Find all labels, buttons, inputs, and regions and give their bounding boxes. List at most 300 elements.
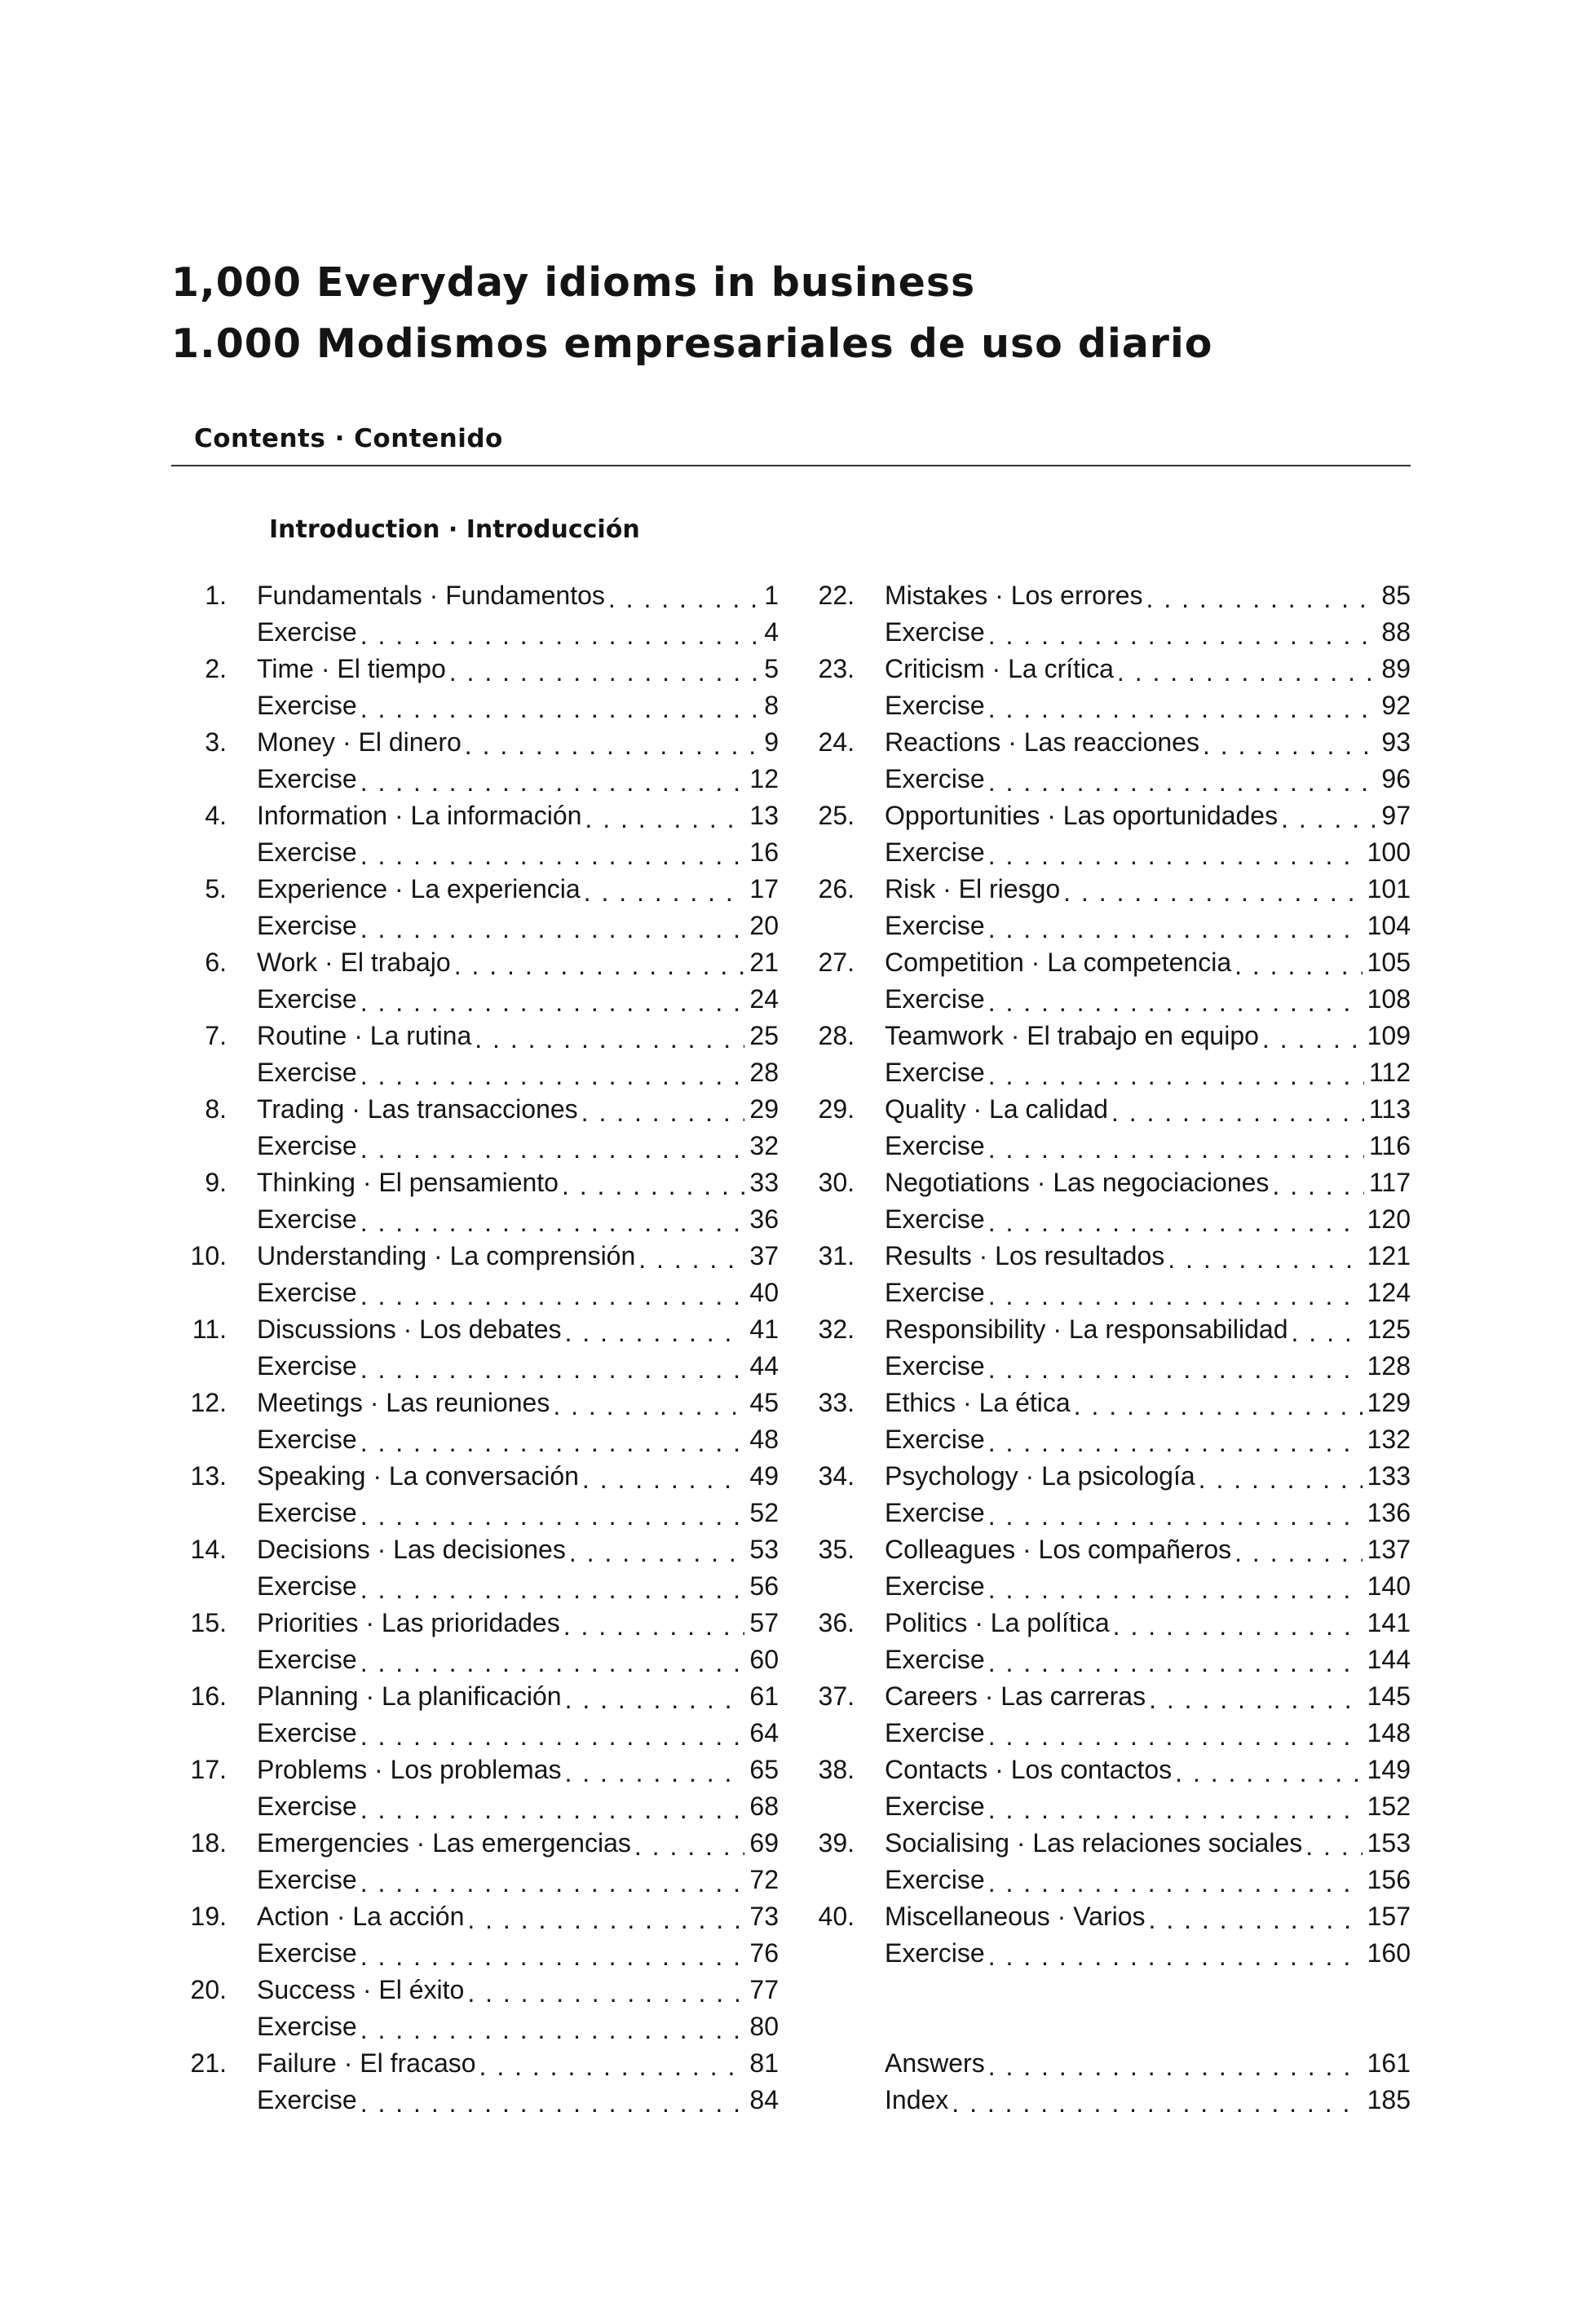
toc-entry-label: Exercise . . .	[885, 1498, 988, 1527]
toc-entry-page-number: 128	[1363, 1348, 1411, 1385]
toc-entry-page-number: 156	[1363, 1862, 1411, 1898]
toc-entry-label: Exercise . . .	[257, 1865, 360, 1894]
toc-entry-number: 13.	[190, 1461, 227, 1491]
toc-chapter-entry	[811, 797, 1411, 834]
toc-entry-label: Teamwork · El trabajo en equipo . . .	[885, 1021, 1262, 1050]
toc-exercise-entry	[811, 1275, 1411, 1311]
toc-entry-number: 29.	[818, 1094, 855, 1124]
toc-exercise-entry	[811, 834, 1411, 871]
toc-entry-label: Experience · La experiencia . . .	[257, 874, 584, 904]
toc-entry-page-number: 68	[744, 1788, 779, 1825]
toc-entry-page-number: 136	[1363, 1495, 1411, 1531]
toc-entry-page-number: 157	[1363, 1898, 1411, 1935]
toc-entry-page-number: 37	[744, 1238, 779, 1275]
toc-entry-label: Mistakes · Los errores . . .	[885, 581, 1146, 610]
toc-entry-page-number: 101	[1363, 871, 1411, 908]
toc-chapter-entry	[811, 1605, 1411, 1641]
toc-entry-line	[885, 1054, 1411, 1091]
toc-entry-page-number: 105	[1363, 944, 1411, 981]
toc-entry-page-number: 133	[1363, 1458, 1411, 1495]
toc-entry-number: 34.	[818, 1461, 855, 1491]
toc-entry-label: Psychology · La psicología . . .	[885, 1461, 1199, 1491]
toc-entry-page-number: 124	[1363, 1275, 1411, 1311]
toc-chapter-entry	[811, 944, 1411, 981]
toc-entry-page-number: 112	[1364, 1054, 1411, 1091]
toc-entry-page-number: 32	[744, 1128, 779, 1164]
toc-exercise-entry	[183, 1421, 779, 1458]
toc-exercise-entry	[183, 1054, 779, 1091]
toc-entry-line	[257, 1898, 779, 1935]
toc-entry-number: 33.	[818, 1388, 855, 1417]
toc-entry-page-number: 125	[1363, 1311, 1411, 1348]
toc-entry-number: 24.	[818, 727, 855, 757]
toc-entry-line	[257, 1678, 779, 1715]
toc-entry-page-number: 137	[1363, 1531, 1411, 1568]
toc-entry-label: Exercise . . .	[257, 1498, 360, 1527]
toc-entry-line	[257, 1568, 779, 1605]
toc-entry-number: 7.	[205, 1021, 227, 1050]
toc-entry-label: Colleagues · Los compañeros . . .	[885, 1535, 1234, 1564]
toc-entry-label: Time · El tiempo . . .	[257, 654, 449, 683]
toc-entry-label: Exercise . . .	[257, 984, 360, 1014]
toc-entry-line	[257, 1605, 779, 1641]
toc-entry-line	[885, 1128, 1411, 1164]
toc-entry-label: Exercise . . .	[885, 1792, 988, 1821]
back-matter-spacer	[811, 1972, 1411, 2045]
toc-entry-label: Exercise . . .	[257, 1058, 360, 1087]
toc-entry-line	[885, 2045, 1411, 2082]
toc-entry-page-number: 121	[1363, 1238, 1411, 1275]
toc-entry-label: Exercise . . .	[885, 691, 988, 720]
toc-chapter-entry	[811, 577, 1411, 614]
toc-entry-page-number: 80	[744, 2008, 779, 2045]
toc-entry-line	[257, 908, 779, 944]
toc-entry-label: Exercise . . .	[257, 1278, 360, 1307]
toc-entry-page-number: 33	[744, 1164, 779, 1201]
toc-entry-page-number: 1	[759, 577, 779, 614]
toc-entry-label: Opportunities · Las oportunidades . . .	[885, 801, 1281, 830]
toc-entry-page-number: 69	[744, 1825, 779, 1862]
toc-entry-page-number: 140	[1363, 1568, 1411, 1605]
toc-entry-label: Exercise . . .	[257, 691, 360, 720]
toc-entry-page-number: 44	[744, 1348, 779, 1385]
toc-entry-label: Miscellaneous · Varios . . .	[885, 1902, 1149, 1931]
toc-entry-line	[885, 1531, 1411, 1568]
toc-entry-page-number: 92	[1376, 687, 1411, 724]
toc-entry-page-number: 152	[1363, 1788, 1411, 1825]
toc-exercise-entry	[811, 1862, 1411, 1898]
toc-entry-label: Index . . .	[885, 2085, 952, 2114]
toc-entry-line	[257, 761, 779, 797]
toc-entry-page-number: 120	[1363, 1201, 1411, 1238]
toc-chapter-entry	[183, 651, 779, 687]
toc-entry-line	[257, 2045, 779, 2082]
toc-entry-label: Money · El dinero . . .	[257, 727, 465, 757]
toc-entry-label: Exercise . . .	[257, 617, 360, 647]
toc-entry-label: Action · La acción . . .	[257, 1902, 467, 1931]
toc-entry-page-number: 48	[744, 1421, 779, 1458]
toc-entry-line	[885, 1311, 1411, 1348]
toc-entry-label: Exercise . . .	[885, 617, 988, 647]
toc-chapter-entry	[183, 724, 779, 761]
toc-exercise-entry	[811, 1788, 1411, 1825]
toc-entry-line	[257, 1935, 779, 1972]
toc-exercise-entry	[183, 1495, 779, 1531]
toc-entry-number: 40.	[818, 1902, 855, 1931]
toc-entry-label: Exercise . . .	[885, 1645, 988, 1674]
toc-entry-line	[885, 1495, 1411, 1531]
toc-entry-line	[257, 1531, 779, 1568]
toc-entry-line	[257, 1972, 779, 2008]
toc-entry-number: 16.	[190, 1681, 227, 1711]
toc-chapter-entry	[183, 1458, 779, 1495]
toc-entry-line	[257, 1238, 779, 1275]
toc-entry-line	[885, 1458, 1411, 1495]
toc-entry-line	[257, 1788, 779, 1825]
toc-entry-line	[885, 1752, 1411, 1788]
toc-entry-page-number: 185	[1363, 2082, 1411, 2119]
toc-entry-label: Careers · Las carreras . . .	[885, 1681, 1149, 1711]
toc-entry-page-number: 12	[744, 761, 779, 797]
toc-chapter-entry	[183, 1752, 779, 1788]
toc-entry-page-number: 24	[744, 981, 779, 1018]
toc-entry-number: 31.	[818, 1241, 855, 1270]
toc-exercise-entry	[183, 1128, 779, 1164]
toc-chapter-entry	[811, 1385, 1411, 1421]
toc-exercise-entry	[183, 2082, 779, 2119]
toc-entry-line	[257, 981, 779, 1018]
toc-entry-line	[885, 1091, 1411, 1128]
toc-entry-page-number: 5	[759, 651, 779, 687]
toc-entry-page-number: 76	[744, 1935, 779, 1972]
toc-entry-number: 20.	[190, 1975, 227, 2004]
toc-entry-label: Work · El trabajo . . .	[257, 948, 454, 977]
toc-exercise-entry	[811, 1054, 1411, 1091]
toc-exercise-entry	[811, 761, 1411, 797]
toc-entry-page-number: 28	[744, 1054, 779, 1091]
toc-exercise-entry	[811, 1715, 1411, 1752]
toc-exercise-entry	[811, 614, 1411, 651]
toc-exercise-entry	[183, 1935, 779, 1972]
toc-entry-line	[885, 724, 1411, 761]
toc-entry-label: Speaking · La conversación . . .	[257, 1461, 582, 1491]
toc-entry-page-number: 89	[1376, 651, 1411, 687]
toc-entry-line	[885, 1164, 1411, 1201]
toc-entry-label: Negotiations · Las negociaciones . . .	[885, 1168, 1272, 1197]
toc-entry-line	[885, 2082, 1411, 2119]
toc-entry-line	[257, 1715, 779, 1752]
toc-right-column	[811, 577, 1411, 2119]
toc-exercise-entry	[183, 1201, 779, 1238]
toc-entry-label: Failure · El fracaso . . .	[257, 2048, 479, 2078]
toc-entry-number: 4.	[205, 801, 227, 830]
toc-chapter-entry	[811, 724, 1411, 761]
toc-entry-page-number: 113	[1364, 1091, 1411, 1128]
toc-entry-page-number: 96	[1376, 761, 1411, 797]
toc-entry-line	[257, 871, 779, 908]
toc-chapter-entry	[811, 1531, 1411, 1568]
toc-entry-label: Exercise . . .	[257, 1571, 360, 1601]
toc-exercise-entry	[183, 687, 779, 724]
toc-entry-page-number: 56	[744, 1568, 779, 1605]
toc-entry-line	[885, 1421, 1411, 1458]
toc-entry-label: Exercise . . .	[885, 764, 988, 793]
toc-chapter-entry	[811, 1825, 1411, 1862]
toc-entry-page-number: 88	[1376, 614, 1411, 651]
toc-entry-line	[885, 1788, 1411, 1825]
toc-exercise-entry	[183, 614, 779, 651]
toc-entry-label: Exercise . . .	[885, 1131, 988, 1160]
toc-entry-page-number: 108	[1363, 981, 1411, 1018]
toc-entry-page-number: 45	[744, 1385, 779, 1421]
toc-entry-page-number: 49	[744, 1458, 779, 1495]
toc-entry-label: Problems · Los problemas . . .	[257, 1755, 564, 1784]
toc-exercise-entry	[183, 761, 779, 797]
toc-entry-number: 8.	[205, 1094, 227, 1124]
toc-exercise-entry	[811, 1128, 1411, 1164]
toc-entry-page-number: 61	[744, 1678, 779, 1715]
toc-entry-label: Exercise . . .	[885, 1425, 988, 1454]
toc-entry-label: Exercise . . .	[257, 911, 360, 940]
toc-chapter-entry	[811, 1311, 1411, 1348]
toc-chapter-entry	[183, 2045, 779, 2082]
toc-entry-label: Meetings · Las reuniones . . .	[257, 1388, 553, 1417]
toc-entry-page-number: 52	[744, 1495, 779, 1531]
toc-entry-label: Thinking · El pensamiento . . .	[257, 1168, 562, 1197]
toc-exercise-entry	[183, 908, 779, 944]
toc-entry-line	[257, 1641, 779, 1678]
toc-entry-label: Competition · La competencia . . .	[885, 948, 1234, 977]
toc-entry-label: Understanding · La comprensión . . .	[257, 1241, 638, 1270]
toc-entry-label: Socialising · Las relaciones sociales . . .	[885, 1828, 1305, 1858]
book-title-english: 1,000 Everyday idioms in business	[171, 259, 976, 306]
toc-chapter-entry	[183, 1238, 779, 1275]
toc-chapter-entry	[183, 577, 779, 614]
toc-entry-page-number: 84	[744, 2082, 779, 2119]
toc-entry-page-number: 148	[1363, 1715, 1411, 1752]
toc-chapter-entry	[811, 1018, 1411, 1054]
toc-entry-line	[257, 1018, 779, 1054]
toc-chapter-entry	[811, 1678, 1411, 1715]
toc-entry-label: Exercise . . .	[257, 1645, 360, 1674]
toc-entry-line	[885, 944, 1411, 981]
toc-entry-label: Information · La información . . .	[257, 801, 585, 830]
toc-entry-label: Exercise . . .	[257, 837, 360, 867]
toc-entry-page-number: 8	[759, 687, 779, 724]
toc-entry-label: Exercise . . .	[885, 1718, 988, 1747]
toc-entry-page-number: 9	[759, 724, 779, 761]
toc-exercise-entry	[183, 1715, 779, 1752]
toc-entry-page-number: 20	[744, 908, 779, 944]
back-matter-entry	[811, 2082, 1411, 2119]
toc-entry-label: Exercise . . .	[257, 1204, 360, 1234]
toc-exercise-entry	[811, 908, 1411, 944]
toc-entry-page-number: 25	[744, 1018, 779, 1054]
toc-entry-page-number: 36	[744, 1201, 779, 1238]
toc-exercise-entry	[183, 981, 779, 1018]
toc-chapter-entry	[183, 1091, 779, 1128]
toc-chapter-entry	[183, 1898, 779, 1935]
toc-exercise-entry	[183, 2008, 779, 2045]
toc-entry-line	[885, 1018, 1411, 1054]
contents-heading: Contents · Contenido	[194, 424, 503, 453]
toc-entry-label: Answers . . .	[885, 2048, 988, 2078]
toc-entry-label: Success · El éxito . . .	[257, 1975, 467, 2004]
toc-entry-page-number: 97	[1376, 797, 1411, 834]
toc-entry-page-number: 53	[744, 1531, 779, 1568]
toc-entry-label: Exercise . . .	[885, 911, 988, 940]
toc-entry-line	[257, 1311, 779, 1348]
toc-chapter-entry	[183, 797, 779, 834]
toc-entry-number: 2.	[205, 654, 227, 683]
toc-entry-label: Criticism · La crítica . . .	[885, 654, 1117, 683]
toc-entry-page-number: 104	[1363, 908, 1411, 944]
toc-entry-number: 22.	[818, 581, 855, 610]
toc-entry-line	[257, 651, 779, 687]
toc-entry-line	[885, 1568, 1411, 1605]
toc-entry-label: Exercise . . .	[885, 837, 988, 867]
toc-entry-line	[885, 871, 1411, 908]
toc-entry-label: Responsibility · La responsabilidad . . .	[885, 1314, 1292, 1344]
toc-entry-label: Exercise . . .	[885, 1571, 988, 1601]
toc-entry-page-number: 60	[744, 1641, 779, 1678]
toc-entry-number: 27.	[818, 948, 855, 977]
toc-entry-line	[257, 1458, 779, 1495]
toc-entry-line	[885, 1898, 1411, 1935]
toc-entry-line	[257, 1091, 779, 1128]
toc-entry-line	[885, 834, 1411, 871]
toc-exercise-entry	[811, 1568, 1411, 1605]
toc-entry-line	[257, 687, 779, 724]
toc-entry-label: Priorities · Las prioridades . . .	[257, 1608, 563, 1637]
toc-entry-label: Quality · La calidad . . .	[885, 1094, 1111, 1124]
toc-entry-label: Exercise . . .	[885, 1058, 988, 1087]
toc-chapter-entry	[183, 944, 779, 981]
toc-entry-label: Risk · El riesgo . . .	[885, 874, 1063, 904]
toc-exercise-entry	[183, 834, 779, 871]
toc-chapter-entry	[183, 1164, 779, 1201]
toc-entry-number: 36.	[818, 1608, 855, 1637]
toc-chapter-entry	[183, 1311, 779, 1348]
toc-entry-page-number: 72	[744, 1862, 779, 1898]
toc-chapter-entry	[183, 1385, 779, 1421]
toc-entry-line	[885, 797, 1411, 834]
toc-entry-number: 10.	[190, 1241, 227, 1270]
toc-entry-number: 19.	[190, 1902, 227, 1931]
toc-chapter-entry	[811, 871, 1411, 908]
toc-entry-number: 1.	[205, 581, 227, 610]
toc-entry-number: 21.	[190, 2048, 227, 2078]
toc-entry-page-number: 77	[744, 1972, 779, 2008]
toc-entry-number: 3.	[205, 727, 227, 757]
toc-chapter-entry	[183, 871, 779, 908]
toc-entry-page-number: 141	[1363, 1605, 1411, 1641]
book-title-spanish: 1.000 Modismos empresariales de uso diario	[171, 320, 1213, 367]
toc-exercise-entry	[811, 1201, 1411, 1238]
toc-entry-line	[257, 1054, 779, 1091]
toc-entry-page-number: 16	[744, 834, 779, 871]
toc-entry-label: Exercise . . .	[257, 1131, 360, 1160]
toc-entry-page-number: 144	[1363, 1641, 1411, 1678]
toc-entry-page-number: 17	[744, 871, 779, 908]
toc-chapter-entry	[183, 1605, 779, 1641]
toc-entry-label: Exercise . . .	[257, 2085, 360, 2114]
toc-entry-page-number: 116	[1364, 1128, 1411, 1164]
toc-entry-line	[257, 1495, 779, 1531]
toc-entry-line	[885, 908, 1411, 944]
toc-entry-page-number: 109	[1363, 1018, 1411, 1054]
toc-exercise-entry	[183, 1862, 779, 1898]
toc-entry-line	[885, 1715, 1411, 1752]
toc-chapter-entry	[183, 1531, 779, 1568]
toc-entry-line	[257, 1385, 779, 1421]
toc-entry-line	[257, 614, 779, 651]
toc-chapter-entry	[183, 1678, 779, 1715]
toc-entry-label: Exercise . . .	[257, 764, 360, 793]
toc-entry-label: Exercise . . .	[257, 1792, 360, 1821]
toc-entry-line	[885, 1862, 1411, 1898]
toc-entry-page-number: 149	[1363, 1752, 1411, 1788]
toc-exercise-entry	[811, 1495, 1411, 1531]
toc-entry-label: Trading · Las transacciones . . .	[257, 1094, 581, 1124]
toc-entry-page-number: 29	[744, 1091, 779, 1128]
toc-entry-label: Results · Los resultados . . .	[885, 1241, 1168, 1270]
toc-entry-number: 15.	[190, 1608, 227, 1637]
toc-entry-page-number: 73	[744, 1898, 779, 1935]
toc-entry-page-number: 129	[1363, 1385, 1411, 1421]
toc-entry-page-number: 13	[744, 797, 779, 834]
toc-entry-line	[885, 1348, 1411, 1385]
back-matter-entry	[811, 2045, 1411, 2082]
toc-entry-line	[257, 797, 779, 834]
toc-chapter-entry	[183, 1825, 779, 1862]
toc-entry-number: 11.	[192, 1314, 227, 1344]
toc-entry-number: 38.	[818, 1755, 855, 1784]
toc-entry-page-number: 81	[744, 2045, 779, 2082]
toc-exercise-entry	[811, 1935, 1411, 1972]
toc-entry-line	[257, 1862, 779, 1898]
toc-entry-page-number: 93	[1376, 724, 1411, 761]
toc-entry-page-number: 64	[744, 1715, 779, 1752]
toc-entry-page-number: 57	[744, 1605, 779, 1641]
toc-chapter-entry	[811, 1238, 1411, 1275]
toc-entry-line	[885, 687, 1411, 724]
toc-entry-label: Ethics · La ética . . .	[885, 1388, 1074, 1417]
toc-chapter-entry	[811, 1898, 1411, 1935]
toc-entry-label: Exercise . . .	[885, 1278, 988, 1307]
toc-entry-label: Decisions · Las decisiones . . .	[257, 1535, 569, 1564]
toc-entry-line	[885, 1238, 1411, 1275]
toc-entry-number: 35.	[818, 1535, 855, 1564]
toc-entry-number: 9.	[205, 1168, 227, 1197]
toc-entry-line	[885, 1201, 1411, 1238]
toc-entry-page-number: 161	[1363, 2045, 1411, 2082]
toc-entry-number: 18.	[190, 1828, 227, 1858]
toc-entry-number: 28.	[818, 1021, 855, 1050]
toc-entry-label: Exercise . . .	[257, 1938, 360, 1968]
toc-entry-number: 17.	[190, 1755, 227, 1784]
toc-entry-label: Exercise . . .	[257, 2012, 360, 2041]
toc-entry-number: 39.	[818, 1828, 855, 1858]
toc-entry-label: Exercise . . .	[885, 1351, 988, 1381]
toc-entry-line	[257, 944, 779, 981]
toc-entry-line	[885, 1825, 1411, 1862]
toc-entry-page-number: 4	[759, 614, 779, 651]
toc-entry-line	[885, 1605, 1411, 1641]
heading-rule-divider	[171, 465, 1411, 466]
toc-entry-line	[257, 1201, 779, 1238]
toc-entry-line	[885, 614, 1411, 651]
